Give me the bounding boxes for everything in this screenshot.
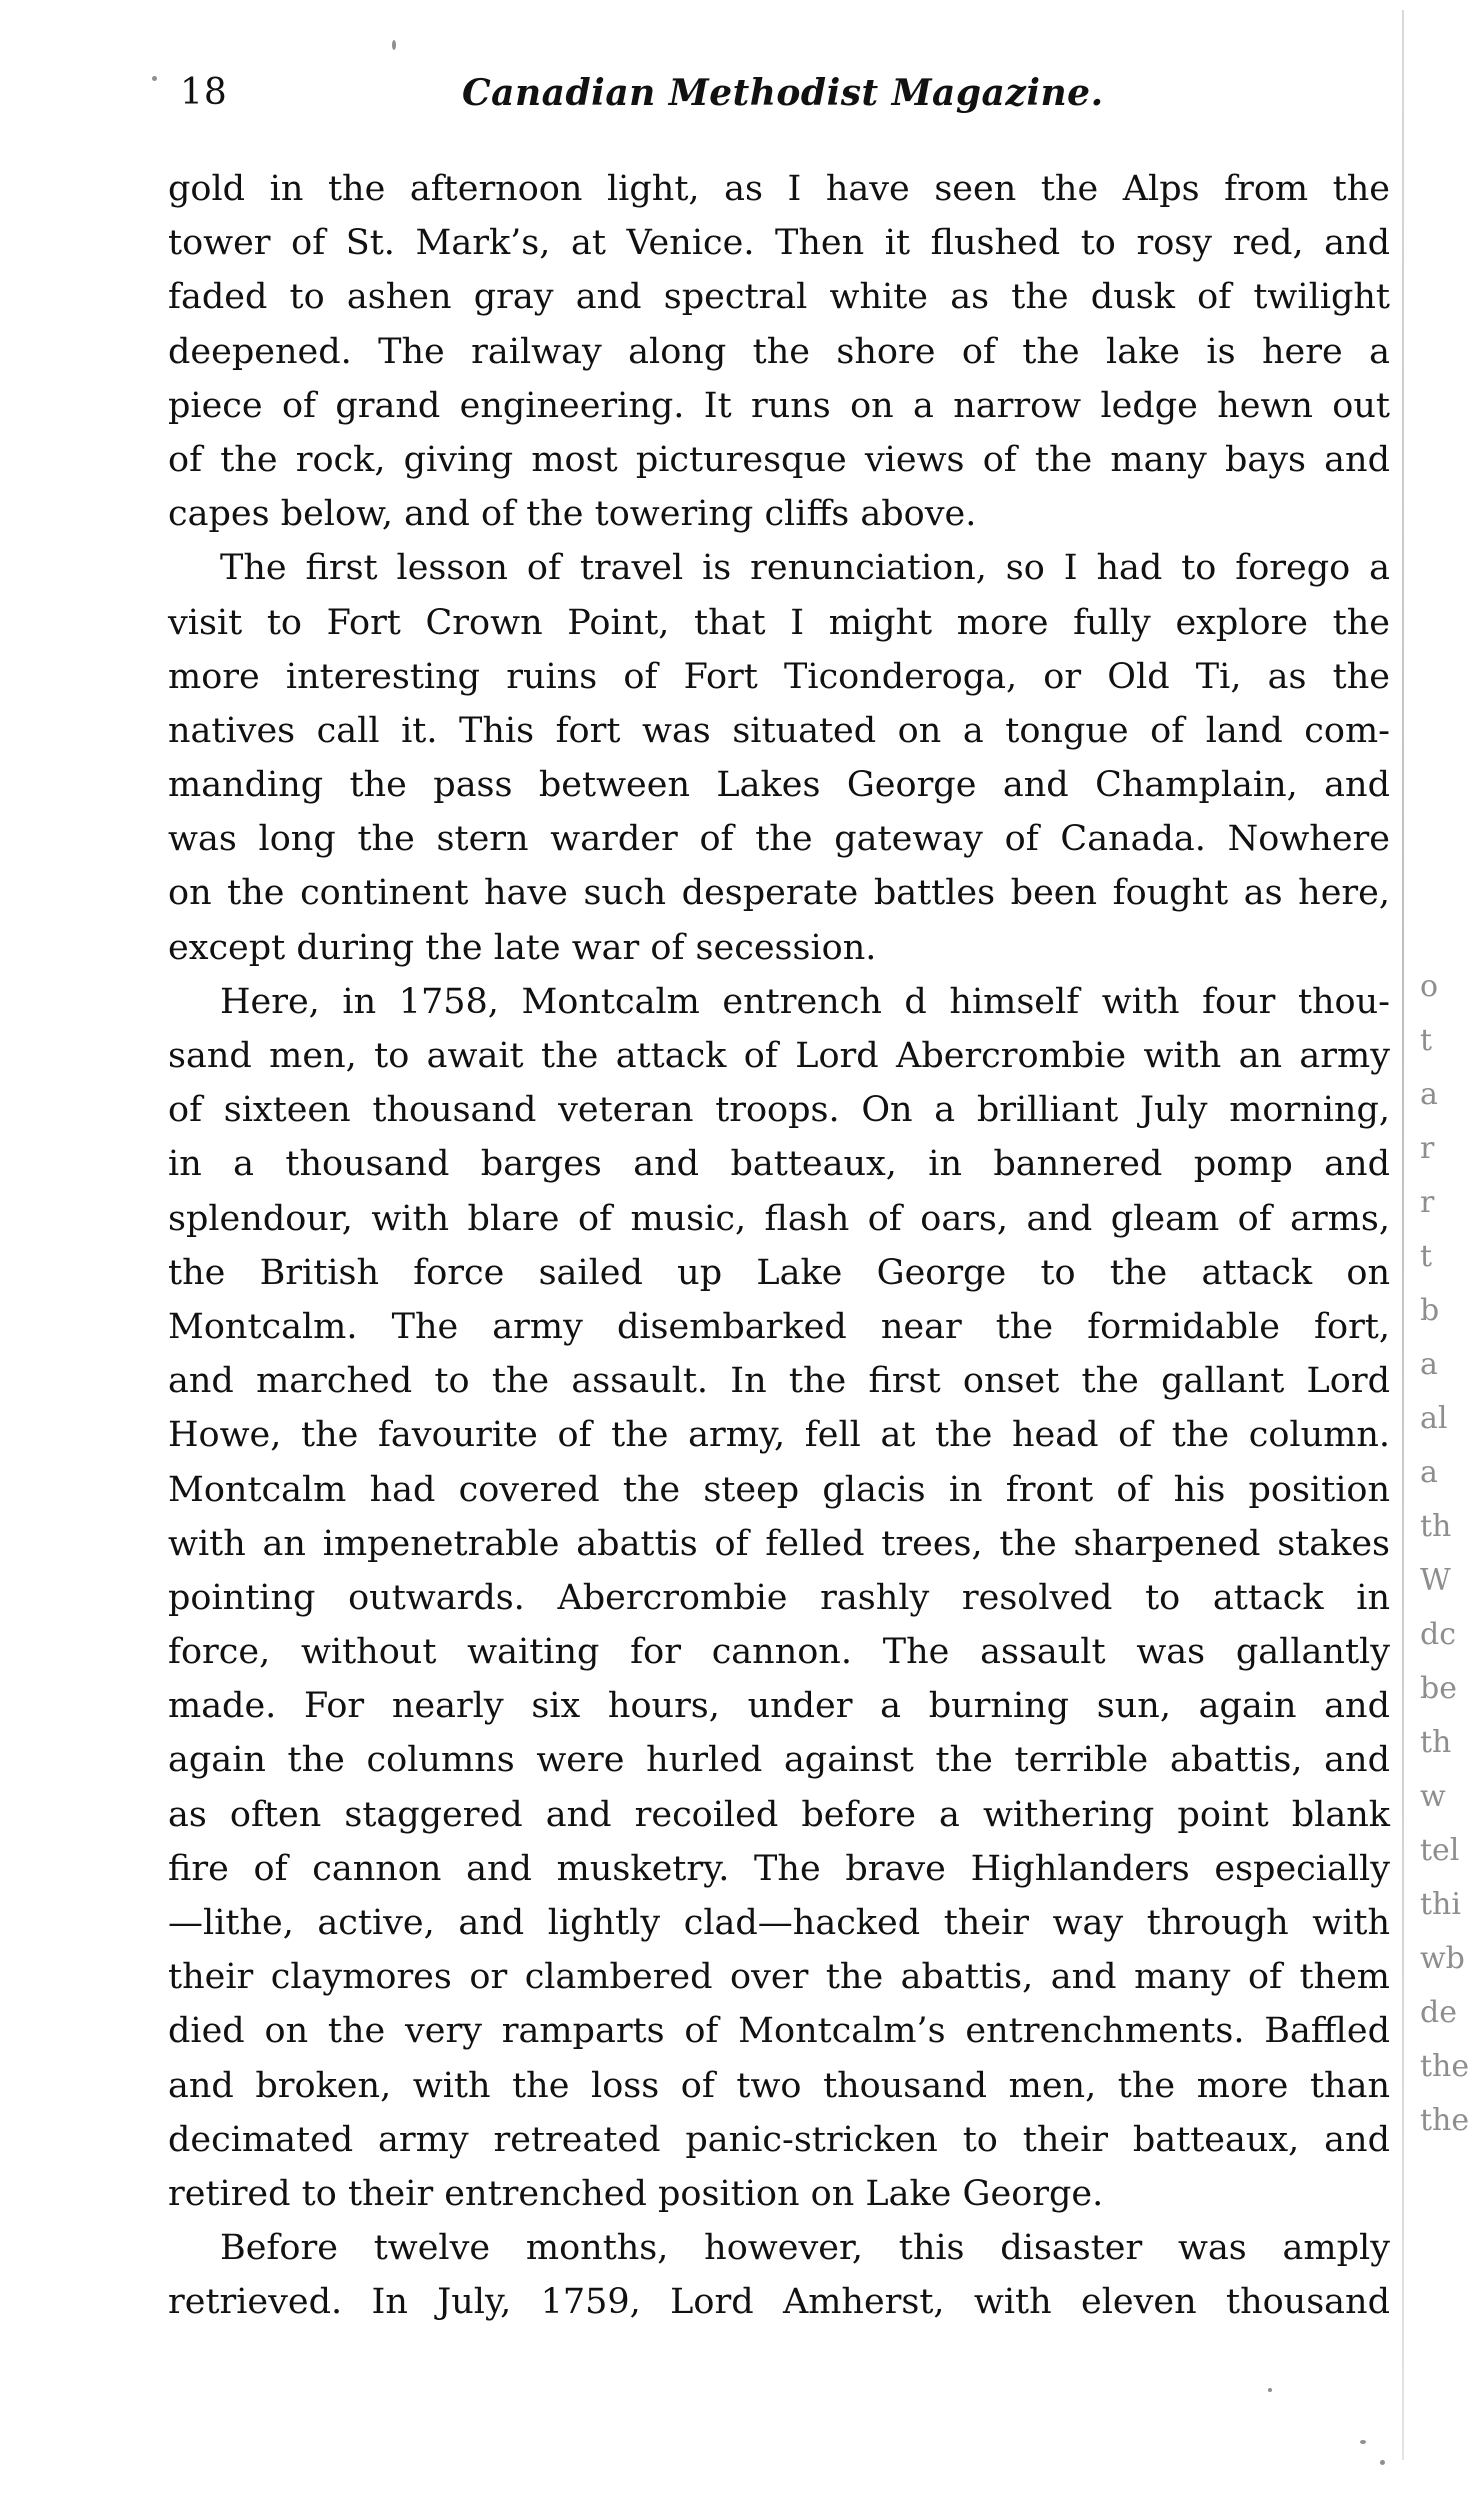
text-line: piece of grand engineering. It runs on a narrow ledge hewn out bbox=[168, 385, 1390, 426]
text-line: was long the stern warder of the gateway of Canada. Nowhere bbox=[168, 819, 1390, 860]
text-line: in a thousand barges and batteaux, in bannered pomp and bbox=[168, 1144, 1390, 1185]
text-line: visit to Fort Crown Point, that I might more fully explore the bbox=[168, 602, 1390, 643]
text-line: capes below, and of the towering cliffs above. bbox=[168, 494, 977, 535]
text-line: splendour, with blare of music, flash of oars, and gleam of arms, bbox=[168, 1198, 1390, 1239]
bleed-fragment: dc bbox=[1420, 1617, 1457, 1652]
text-line: on the continent have such desperate battles been fought as here, bbox=[168, 873, 1390, 914]
text-line: and broken, with the loss of two thousand men, the more than bbox=[168, 2065, 1390, 2106]
ink-speck bbox=[392, 40, 396, 50]
text-line: faded to ashen gray and spectral white as the dusk of twilight bbox=[168, 277, 1390, 318]
text-line: as often staggered and recoiled before a withering point blank bbox=[168, 1794, 1390, 1835]
text-line: force, without waiting for cannon. The assault was gallantly bbox=[168, 1632, 1390, 1673]
text-line: retired to their entrenched position on Lake George. bbox=[168, 2173, 1104, 2214]
bleed-fragment: r bbox=[1420, 1131, 1435, 1166]
text-line: pointing outwards. Abercrombie rashly resolved to attack in bbox=[168, 1577, 1390, 1618]
bleed-fragment: the bbox=[1420, 2049, 1470, 2084]
bleed-fragment: de bbox=[1420, 1995, 1457, 2030]
text-line: natives call it. This fort was situated on a tongue of land com- bbox=[168, 710, 1390, 751]
text-line: gold in the afternoon light, as I have seen the Alps from the bbox=[168, 169, 1390, 209]
text-line: and marched to the assault. In the first onset the gallant Lord bbox=[168, 1361, 1390, 1402]
text-line: again the columns were hurled against the terrible abattis, and bbox=[168, 1740, 1390, 1781]
bleed-fragment: t bbox=[1420, 1239, 1433, 1274]
text-line: The first lesson of travel is renunciation, so I had to forego a bbox=[220, 548, 1390, 589]
text-line: with an impenetrable abattis of felled trees, the sharpened stakes bbox=[168, 1523, 1390, 1564]
ink-speck bbox=[1360, 2440, 1366, 2444]
text-line: except during the late war of secession. bbox=[168, 927, 877, 968]
bleed-fragment: b bbox=[1420, 1293, 1440, 1328]
text-line: tower of St. Mark’s, at Venice. Then it flushed to rosy red, and bbox=[168, 223, 1390, 264]
text-line: sand men, to await the attack of Lord Abercrombie with an army bbox=[168, 1036, 1390, 1076]
facing-page-bleed-through bbox=[1420, 960, 1476, 2340]
text-line: manding the pass between Lakes George and Champlain, and bbox=[168, 765, 1390, 806]
text-line: more interesting ruins of Fort Ticonderoga, or Old Ti, as the bbox=[168, 656, 1390, 697]
bleed-fragment: a bbox=[1420, 1077, 1438, 1112]
bleed-fragment: be bbox=[1420, 1671, 1457, 1706]
page-header bbox=[172, 72, 1392, 132]
text-line: their claymores or clambered over the abattis, and many of them bbox=[168, 1957, 1390, 1998]
bleed-fragment: a bbox=[1420, 1347, 1438, 1382]
ink-speck bbox=[1380, 2460, 1385, 2465]
bleed-fragment: a bbox=[1420, 1455, 1438, 1490]
bleed-fragment: o bbox=[1420, 969, 1439, 1004]
text-line: —lithe, active, and lightly clad—hacked their way through with bbox=[168, 1903, 1390, 1943]
text-line: retrieved. In July, 1759, Lord Amherst, with eleven thousand bbox=[168, 2282, 1390, 2323]
text-line: fire of cannon and musketry. The brave Highlanders especially bbox=[168, 1848, 1390, 1889]
page-number: 18 bbox=[180, 72, 228, 113]
bleed-fragment: tel bbox=[1420, 1833, 1460, 1868]
running-head: Canadian Methodist Magazine. bbox=[462, 72, 1104, 114]
text-line: Before twelve months, however, this disaster was amply bbox=[220, 2228, 1390, 2269]
text-line: deepened. The railway along the shore of the lake is here a bbox=[168, 331, 1390, 372]
text-line: of the rock, giving most picturesque views of the many bays and bbox=[168, 439, 1390, 480]
bleed-fragment: W bbox=[1420, 1563, 1451, 1598]
ink-speck bbox=[1268, 2388, 1272, 2392]
text-line: of sixteen thousand veteran troops. On a brilliant July morning, bbox=[168, 1090, 1390, 1131]
text-line: Montcalm had covered the steep glacis in front of his position bbox=[168, 1469, 1390, 1510]
text-line: the British force sailed up Lake George to the attack on bbox=[168, 1252, 1390, 1293]
gutter-shadow bbox=[1402, 10, 1404, 2460]
bleed-fragment: thi bbox=[1420, 1887, 1461, 1922]
text-line: Here, in 1758, Montcalm entrench d himself with four thou- bbox=[220, 981, 1390, 1022]
bleed-fragment: the bbox=[1420, 2103, 1470, 2138]
bleed-fragment: th bbox=[1420, 1509, 1452, 1544]
ink-speck bbox=[152, 76, 157, 81]
bleed-fragment: t bbox=[1420, 1023, 1433, 1058]
bleed-fragment: th bbox=[1420, 1725, 1452, 1760]
text-line: Howe, the favourite of the army, fell at the head of the column. bbox=[168, 1415, 1390, 1456]
bleed-fragment: wb bbox=[1420, 1941, 1465, 1976]
text-line: died on the very ramparts of Montcalm’s entrenchments. Baffled bbox=[168, 2011, 1390, 2052]
text-line: decimated army retreated panic-stricken to their batteaux, and bbox=[168, 2119, 1390, 2160]
bleed-fragment: w bbox=[1420, 1779, 1446, 1814]
bleed-fragment: r bbox=[1420, 1185, 1435, 1220]
text-line: made. For nearly six hours, under a burning sun, again and bbox=[168, 1686, 1390, 1727]
body-text bbox=[168, 162, 1390, 2330]
bleed-fragment: al bbox=[1420, 1401, 1448, 1436]
text-line: Montcalm. The army disembarked near the formidable fort, bbox=[168, 1306, 1390, 1347]
